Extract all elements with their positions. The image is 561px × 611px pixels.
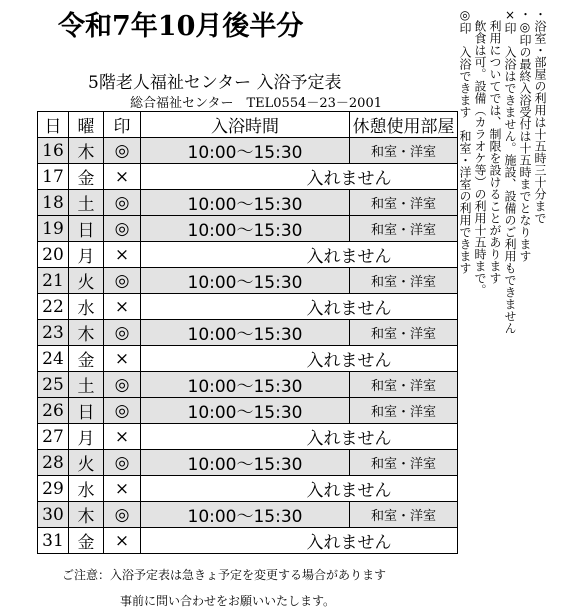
room-cell: 和室・洋室	[350, 138, 458, 164]
header-mark: 印	[104, 112, 141, 138]
weekday-cell: 金	[69, 164, 104, 190]
bath-time-cell: 10:00～15:30	[141, 216, 350, 242]
bath-time-cell: 10:00～15:30	[141, 398, 350, 424]
table-row	[38, 476, 458, 502]
day-cell: 25	[38, 372, 69, 398]
mark-cell: ×	[104, 346, 141, 372]
mark-cell: ◎	[104, 372, 141, 398]
weekday-cell: 木	[69, 320, 104, 346]
footer-contact-request: 事前に問い合わせをお願いいたします。	[120, 594, 336, 608]
weekday-cell: 金	[69, 528, 104, 554]
note-line: ・浴室・部屋の利用は十五時三十分まで	[533, 8, 547, 224]
mark-cell: ◎	[104, 502, 141, 528]
mark-cell: ×	[104, 476, 141, 502]
table-row	[38, 450, 458, 476]
header-time: 入浴時間	[141, 112, 350, 138]
day-cell: 18	[38, 190, 69, 216]
table-row	[38, 372, 458, 398]
mark-cell: ×	[104, 164, 141, 190]
day-cell: 23	[38, 320, 69, 346]
day-cell: 27	[38, 424, 69, 450]
note-line: ・◎印の最終入浴受付は十五時までとなります	[518, 8, 532, 262]
closed-text: 入れません	[306, 247, 392, 267]
note-line: ×印 入浴はできません。施設、設備のご利用もできません	[503, 8, 517, 334]
weekday-cell: 木	[69, 138, 104, 164]
note-line: ◎印 入浴できます 和室・洋室の利用できます	[458, 8, 472, 274]
table-row	[38, 164, 458, 190]
closed-text: 入れません	[306, 351, 392, 371]
day-cell: 30	[38, 502, 69, 528]
bath-time-cell: 10:00～15:30	[141, 320, 350, 346]
footer-caution: ご注意：入浴予定表は急きょ予定を変更する場合があります	[62, 568, 387, 582]
weekday-cell: 日	[69, 398, 104, 424]
note-line: 飲食は可。設備（カラオケ等）の利用十五時まで。	[473, 8, 487, 296]
day-cell: 24	[38, 346, 69, 372]
day-cell: 29	[38, 476, 69, 502]
closed-cell	[141, 528, 458, 554]
day-cell: 20	[38, 242, 69, 268]
table-row	[38, 320, 458, 346]
day-cell: 17	[38, 164, 69, 190]
mark-cell: ◎	[104, 320, 141, 346]
table-row	[38, 346, 458, 372]
table-header-row	[38, 112, 458, 138]
closed-text: 入れません	[306, 429, 392, 449]
bath-time-cell: 10:00～15:30	[141, 502, 350, 528]
mark-cell: ◎	[104, 190, 141, 216]
closed-cell	[141, 242, 458, 268]
closed-text: 入れません	[306, 299, 392, 319]
table-row	[38, 216, 458, 242]
day-cell: 19	[38, 216, 69, 242]
mark-cell: ◎	[104, 268, 141, 294]
bath-time-cell: 10:00～15:30	[141, 190, 350, 216]
page-title: 令和7年10月後半分	[58, 11, 304, 42]
closed-text: 入れません	[306, 533, 392, 553]
mark-cell: ×	[104, 242, 141, 268]
room-cell: 和室・洋室	[350, 450, 458, 476]
schedule-subtitle: 5階老人福祉センター 入浴予定表	[88, 73, 342, 93]
day-cell: 31	[38, 528, 69, 554]
bath-time-cell: 10:00～15:30	[141, 450, 350, 476]
bath-time-cell: 10:00～15:30	[141, 268, 350, 294]
closed-cell	[141, 294, 458, 320]
room-cell: 和室・洋室	[350, 216, 458, 242]
closed-cell	[141, 164, 458, 190]
contact-info: 総合福祉センター TEL0554－23－2001	[130, 96, 382, 111]
room-cell: 和室・洋室	[350, 190, 458, 216]
weekday-cell: 水	[69, 294, 104, 320]
bath-time-cell: 10:00～15:30	[141, 138, 350, 164]
day-cell: 28	[38, 450, 69, 476]
note-line: 利用についてでは、制限を設けることがあります	[488, 8, 502, 284]
weekday-cell: 木	[69, 502, 104, 528]
weekday-cell: 火	[69, 268, 104, 294]
mark-cell: ◎	[104, 138, 141, 164]
weekday-cell: 水	[69, 476, 104, 502]
weekday-cell: 土	[69, 190, 104, 216]
day-cell: 26	[38, 398, 69, 424]
mark-cell: ×	[104, 528, 141, 554]
table-row	[38, 190, 458, 216]
room-cell: 和室・洋室	[350, 268, 458, 294]
room-cell: 和室・洋室	[350, 502, 458, 528]
header-dow: 曜	[69, 112, 104, 138]
mark-cell: ◎	[104, 398, 141, 424]
room-cell: 和室・洋室	[350, 372, 458, 398]
day-cell: 22	[38, 294, 69, 320]
table-row	[38, 502, 458, 528]
table-row	[38, 242, 458, 268]
table-row	[38, 138, 458, 164]
closed-cell	[141, 424, 458, 450]
weekday-cell: 日	[69, 216, 104, 242]
day-cell: 16	[38, 138, 69, 164]
table-row	[38, 398, 458, 424]
mark-cell: ×	[104, 424, 141, 450]
header-day: 日	[38, 112, 69, 138]
mark-cell: ◎	[104, 216, 141, 242]
day-cell: 21	[38, 268, 69, 294]
closed-text: 入れません	[306, 481, 392, 501]
table-row	[38, 424, 458, 450]
table-row	[38, 528, 458, 554]
closed-text: 入れません	[306, 169, 392, 189]
room-cell: 和室・洋室	[350, 320, 458, 346]
weekday-cell: 月	[69, 424, 104, 450]
bath-schedule-table	[37, 111, 458, 554]
weekday-cell: 火	[69, 450, 104, 476]
room-cell: 和室・洋室	[350, 398, 458, 424]
closed-cell	[141, 346, 458, 372]
mark-cell: ◎	[104, 450, 141, 476]
closed-cell	[141, 476, 458, 502]
header-room: 休憩使用部屋	[350, 112, 458, 138]
table-row	[38, 294, 458, 320]
table-row	[38, 268, 458, 294]
weekday-cell: 土	[69, 372, 104, 398]
weekday-cell: 金	[69, 346, 104, 372]
notes-vertical	[457, 8, 547, 398]
weekday-cell: 月	[69, 242, 104, 268]
mark-cell: ×	[104, 294, 141, 320]
bath-time-cell: 10:00～15:30	[141, 372, 350, 398]
